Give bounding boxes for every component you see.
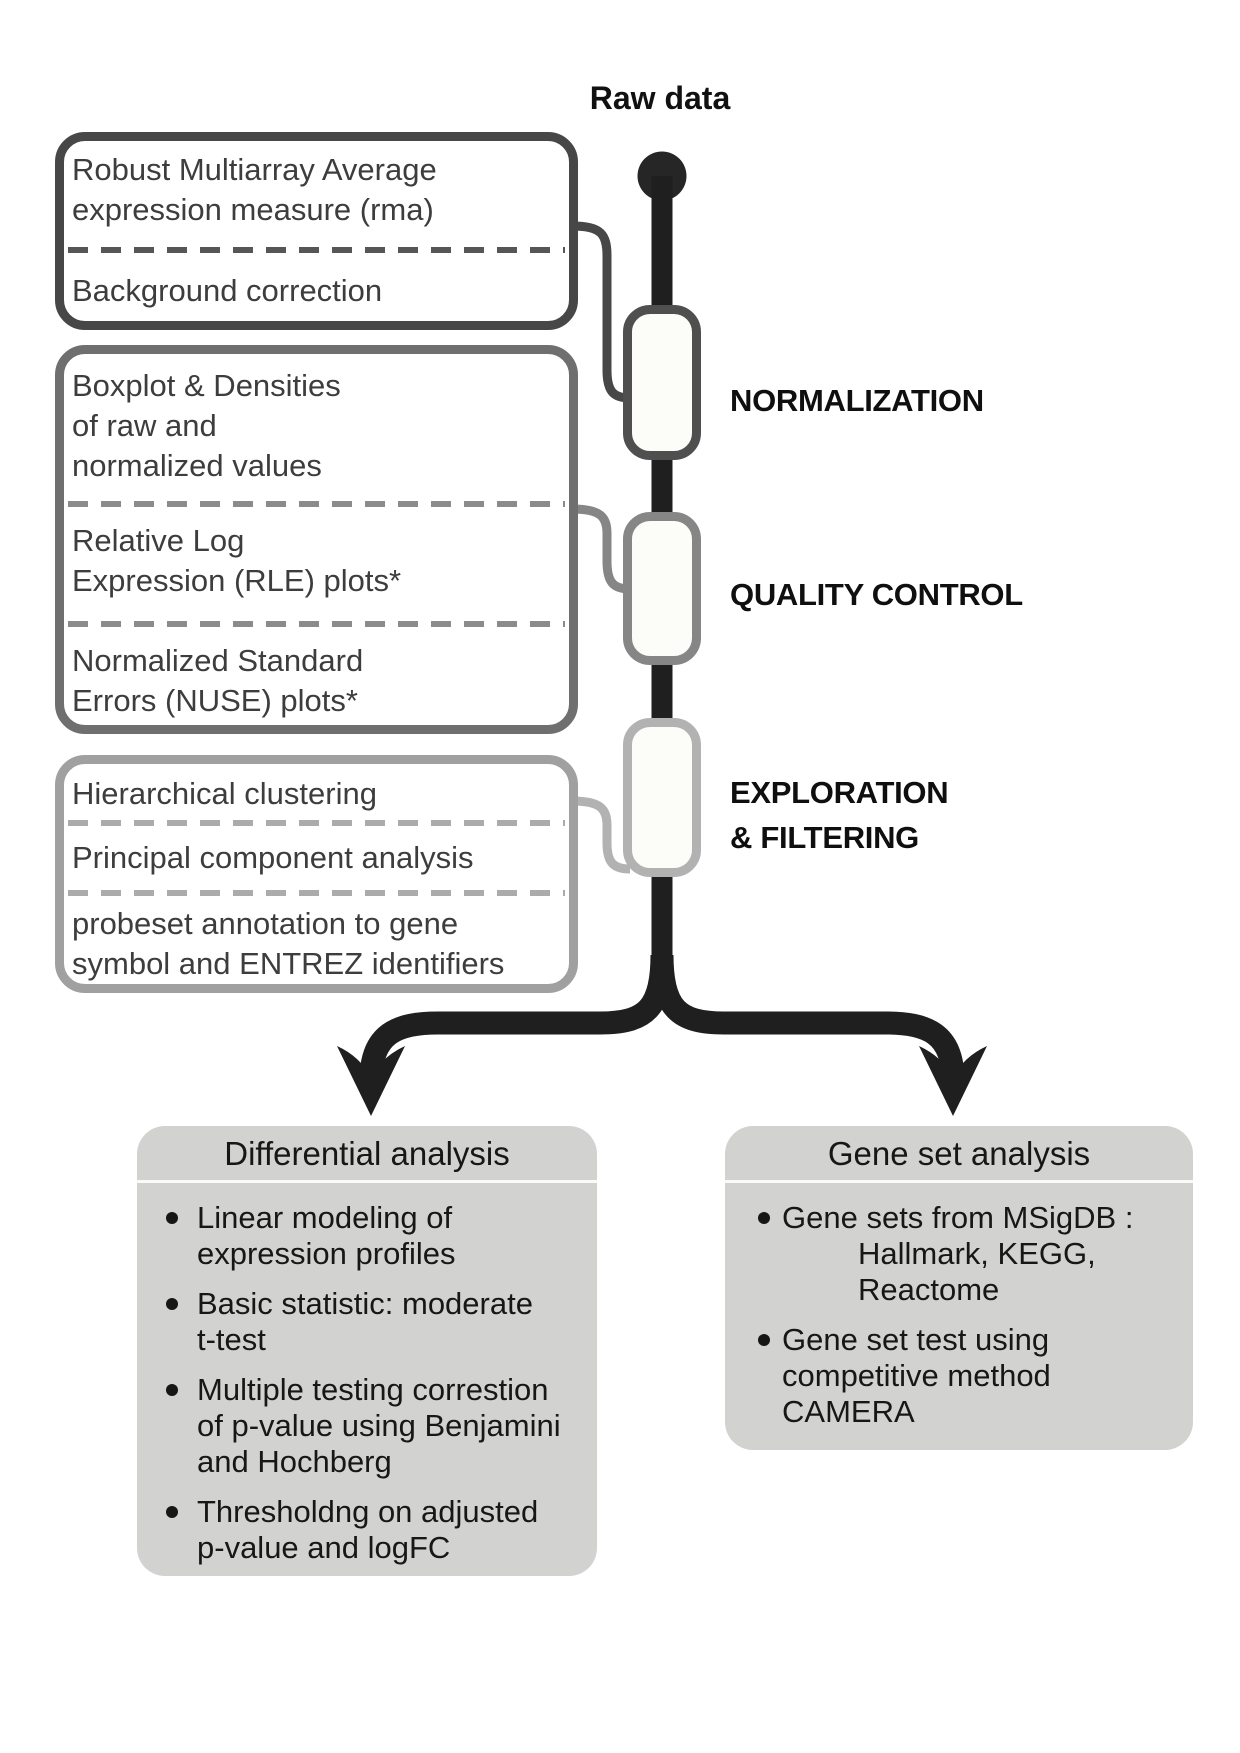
bullet-icon bbox=[166, 1298, 178, 1310]
step-line: of raw and bbox=[72, 408, 217, 443]
bullet-line: Thresholdng on adjusted bbox=[197, 1494, 539, 1529]
step-line: Boxplot & Densities bbox=[72, 368, 341, 403]
bullet-icon bbox=[758, 1212, 770, 1224]
bullet-icon bbox=[166, 1212, 178, 1224]
dashed-divider bbox=[68, 501, 565, 507]
step-line: expression measure (rma) bbox=[72, 192, 434, 227]
raw-data-label: Raw data bbox=[589, 80, 731, 116]
step-line: Expression (RLE) plots* bbox=[72, 563, 402, 598]
bullet-line: Gene set test using bbox=[782, 1322, 1050, 1357]
bullet-line: Reactome bbox=[858, 1272, 1000, 1307]
gene-set-analysis-box bbox=[725, 1126, 1193, 1450]
step-line: normalized values bbox=[72, 448, 322, 483]
step-line: Errors (NUSE) plots* bbox=[72, 683, 358, 718]
gene-set-analysis-body bbox=[725, 1183, 1193, 1430]
connector-tab-quality-control bbox=[572, 509, 630, 589]
dashed-divider bbox=[68, 820, 565, 826]
dashed-divider bbox=[68, 247, 565, 253]
step-line: symbol and ENTREZ identifiers bbox=[72, 946, 505, 981]
bullet-line: expression profiles bbox=[197, 1236, 456, 1271]
bullet-item bbox=[137, 1200, 597, 1272]
dashed-divider bbox=[68, 890, 565, 896]
step-line: Background correction bbox=[72, 273, 383, 308]
bullet-line: Multiple testing correstion bbox=[197, 1372, 549, 1407]
differential-analysis-box bbox=[137, 1126, 597, 1576]
step-line: Relative Log bbox=[72, 523, 245, 558]
bullet-icon bbox=[166, 1384, 178, 1396]
bullet-line: Gene sets from MSigDB : bbox=[782, 1200, 1134, 1235]
bullet-line: Hallmark, KEGG, bbox=[858, 1236, 1096, 1271]
step-box-quality-control bbox=[55, 345, 578, 734]
bullet-line: t-test bbox=[197, 1322, 266, 1357]
connector-tab-normalization bbox=[572, 226, 630, 398]
differential-analysis-title: Differential analysis bbox=[137, 1126, 597, 1183]
bullet-line: Linear modeling of bbox=[197, 1200, 453, 1235]
bullet-line: CAMERA bbox=[782, 1394, 915, 1429]
step-line: Robust Multiarray Average bbox=[72, 152, 437, 187]
step-line: probeset annotation to gene bbox=[72, 906, 459, 941]
gene-set-analysis-title: Gene set analysis bbox=[725, 1126, 1193, 1183]
step-line: Principal component analysis bbox=[72, 840, 474, 875]
spine-node-exploration bbox=[623, 718, 701, 877]
step-box-exploration bbox=[55, 755, 578, 993]
stage-label-quality-control: QUALITY CONTROL bbox=[730, 577, 1023, 612]
connector-tab-exploration bbox=[572, 801, 630, 869]
bullet-icon bbox=[166, 1506, 178, 1518]
branch-right bbox=[662, 955, 953, 1080]
step-line: Normalized Standard bbox=[72, 643, 364, 678]
bullet-line: p-value and logFC bbox=[197, 1530, 451, 1565]
bullet-line: of p-value using Benjamini bbox=[197, 1408, 561, 1443]
differential-analysis-body bbox=[137, 1183, 597, 1566]
step-box-normalization bbox=[55, 132, 578, 330]
bullet-item bbox=[137, 1372, 597, 1480]
bullet-line: competitive method bbox=[782, 1358, 1051, 1393]
bullet-item bbox=[137, 1286, 597, 1358]
bullet-item bbox=[725, 1322, 1193, 1430]
spine-node-quality-control bbox=[623, 512, 701, 665]
stage-label-exploration-line1: EXPLORATION bbox=[730, 775, 949, 810]
bullet-icon bbox=[758, 1334, 770, 1346]
dashed-divider bbox=[68, 621, 565, 627]
spine-node-normalization bbox=[623, 305, 701, 460]
stage-label-normalization: NORMALIZATION bbox=[730, 383, 984, 418]
bullet-line: Basic statistic: moderate bbox=[197, 1286, 533, 1321]
step-line: Hierarchical clustering bbox=[72, 776, 377, 811]
bullet-line: and Hochberg bbox=[197, 1444, 392, 1479]
stage-label-exploration-line2: & FILTERING bbox=[730, 820, 919, 855]
bullet-item bbox=[725, 1200, 1193, 1308]
stage-label-exploration bbox=[730, 770, 948, 860]
bullet-item bbox=[137, 1494, 597, 1566]
